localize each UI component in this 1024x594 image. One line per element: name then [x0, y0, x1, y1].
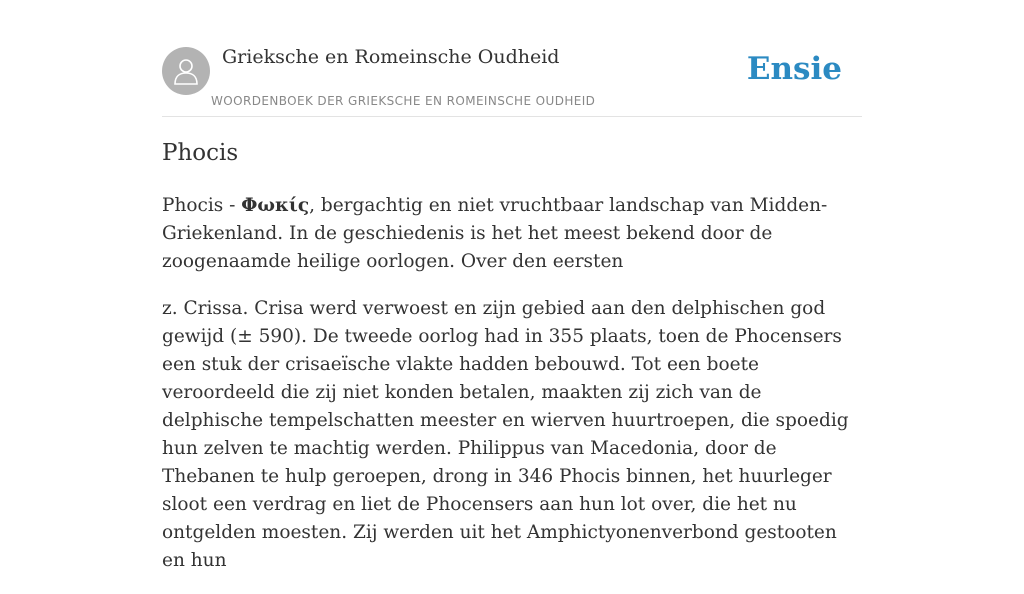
greek-term: Φωκίς: [241, 195, 310, 216]
entry-body: [162, 192, 862, 594]
book-avatar[interactable]: [162, 47, 210, 95]
paragraph-1: [162, 192, 862, 276]
paragraph-1-lead: Phocis -: [162, 195, 242, 216]
paragraph-1-rest: , bergachtig en niet vruchtbaar landschap van Midden-Griekenland. In de geschiedenis is het het meest bekend door de zoogenaamde heilige oorlogen. Over den eersten: [162, 195, 828, 272]
entry-title: Phocis: [162, 140, 239, 166]
page: [162, 0, 862, 571]
user-icon: [172, 56, 200, 86]
book-title[interactable]: Grieksche en Romeinsche Oudheid: [222, 46, 560, 68]
paragraph-2: z. Crissa. Crisa werd verwoest en zijn gebied aan den delphischen god gewijd (± 590). De tweede oorlog had in 355 plaats, toen de Phocensers een stuk der crisaeïsche vlakte hadden bebouwd. Tot een boete veroordeeld die zij niet konden betalen, maakten zij zich van de delphische tempelschatten meester en wierven huurtroepen, die spoedig hun zelven te machtig werden. Philippus van Macedonia, door de Thebanen te hulp geroepen, drong in 346 Phocis binnen, het huurleger sloot een verdrag en liet de Phocensers aan hun lot over, die het nu ontgelden moesten. Zij werden uit het Amphictyonenverbond gestooten en hun: [162, 298, 849, 571]
book-subtitle: WOORDENBOEK DER GRIEKSCHE EN ROMEINSCHE OUDHEID: [211, 94, 596, 108]
ensie-logo[interactable]: Ensie: [746, 51, 842, 87]
header: [162, 0, 862, 117]
